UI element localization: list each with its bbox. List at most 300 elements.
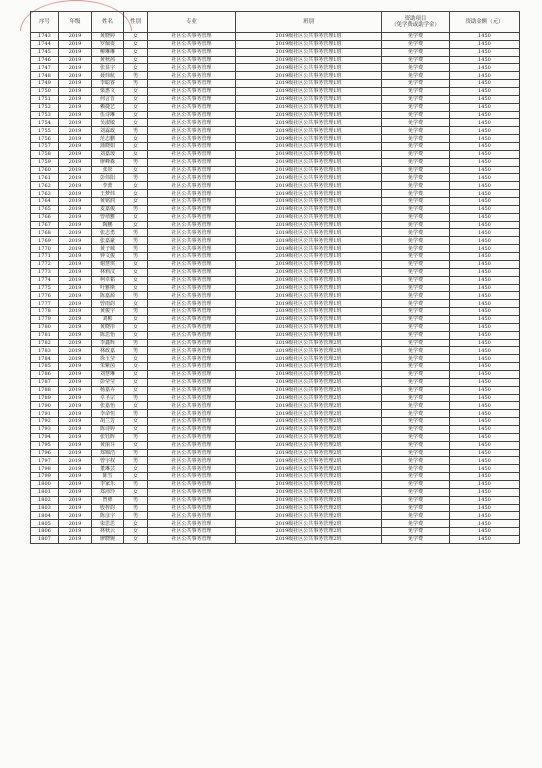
cell-amount: 1450 [450,394,520,402]
cell-name: 刘彬 [92,315,124,323]
cell-no: 1764 [31,198,59,206]
table-row [31,488,520,496]
cell-class: 2019级社区公共事务管理1班 [236,80,382,88]
table-row [31,229,520,237]
table-row [31,339,520,347]
cell-major: 社区公共事务管理 [148,528,236,536]
cell-amount: 1450 [450,205,520,213]
cell-name: 陈彦宇 [92,512,124,520]
cell-sex: 男 [124,72,148,80]
cell-class: 2019级社区公共事务管理2班 [236,536,382,544]
header-name: 姓名 [92,12,124,33]
table-row [31,315,520,323]
cell-project: 免学费 [382,339,450,347]
cell-no: 1793 [31,425,59,433]
cell-project: 免学费 [382,370,450,378]
cell-major: 社区公共事务管理 [148,300,236,308]
cell-no: 1762 [31,182,59,190]
cell-sex: 女 [124,473,148,481]
cell-class: 2019级社区公共事务管理1班 [236,48,382,56]
cell-sex: 女 [124,135,148,143]
cell-year: 2019 [59,150,92,158]
cell-no: 1795 [31,441,59,449]
cell-no: 1752 [31,103,59,111]
cell-no: 1785 [31,363,59,371]
cell-year: 2019 [59,433,92,441]
cell-sex: 男 [124,308,148,316]
table-row [31,370,520,378]
cell-class: 2019级社区公共事务管理1班 [236,64,382,72]
cell-year: 2019 [59,174,92,182]
cell-major: 社区公共事务管理 [148,80,236,88]
cell-project: 免学费 [382,221,450,229]
cell-project: 免学费 [382,198,450,206]
cell-name: 曾彝 [92,496,124,504]
table-row [31,457,520,465]
cell-sex: 男 [124,347,148,355]
cell-sex: 女 [124,40,148,48]
cell-no: 1788 [31,386,59,394]
cell-year: 2019 [59,72,92,80]
cell-sex: 女 [124,300,148,308]
table-row [31,143,520,151]
cell-year: 2019 [59,276,92,284]
cell-class: 2019级社区公共事务管理1班 [236,308,382,316]
cell-project: 免学费 [382,410,450,418]
cell-major: 社区公共事务管理 [148,457,236,465]
table-row [31,95,520,103]
cell-project: 免学费 [382,40,450,48]
cell-project: 免学费 [382,394,450,402]
cell-sex: 男 [124,410,148,418]
cell-name: 张志勇 [92,229,124,237]
cell-no: 1775 [31,284,59,292]
cell-no: 1773 [31,268,59,276]
cell-sex: 女 [124,260,148,268]
cell-major: 社区公共事务管理 [148,370,236,378]
cell-year: 2019 [59,339,92,347]
cell-class: 2019级社区公共事务管理2班 [236,378,382,386]
cell-name: 黄俊宇 [92,308,124,316]
cell-no: 1802 [31,496,59,504]
cell-major: 社区公共事务管理 [148,315,236,323]
cell-year: 2019 [59,166,92,174]
cell-year: 2019 [59,80,92,88]
cell-sex: 女 [124,221,148,229]
cell-major: 社区公共事务管理 [148,496,236,504]
cell-amount: 1450 [450,433,520,441]
cell-class: 2019级社区公共事务管理2班 [236,512,382,520]
cell-name: 胡兰芳 [92,418,124,426]
cell-major: 社区公共事务管理 [148,260,236,268]
cell-name: 廖峰森 [92,158,124,166]
table-row [31,363,520,371]
table-row [31,253,520,261]
cell-no: 1792 [31,418,59,426]
cell-sex: 女 [124,536,148,544]
cell-major: 社区公共事务管理 [148,363,236,371]
cell-class: 2019级社区公共事务管理1班 [236,198,382,206]
cell-year: 2019 [59,198,92,206]
cell-major: 社区公共事务管理 [148,433,236,441]
cell-year: 2019 [59,363,92,371]
cell-class: 2019级社区公共事务管理1班 [236,40,382,48]
cell-amount: 1450 [450,402,520,410]
cell-no: 1743 [31,33,59,41]
cell-no: 1798 [31,465,59,473]
cell-year: 2019 [59,315,92,323]
cell-sex: 女 [124,48,148,56]
cell-amount: 1450 [450,347,520,355]
table-row [31,103,520,111]
cell-major: 社区公共事务管理 [148,190,236,198]
cell-year: 2019 [59,253,92,261]
cell-name: 伍诗琳 [92,111,124,119]
cell-no: 1776 [31,292,59,300]
cell-no: 1796 [31,449,59,457]
table-row [31,402,520,410]
cell-class: 2019级社区公共事务管理1班 [236,205,382,213]
cell-amount: 1450 [450,520,520,528]
cell-amount: 1450 [450,457,520,465]
cell-major: 社区公共事务管理 [148,158,236,166]
cell-class: 2019级社区公共事务管理1班 [236,174,382,182]
cell-class: 2019级社区公共事务管理2班 [236,402,382,410]
table-row [31,198,520,206]
cell-name: 林莉汶 [92,268,124,276]
cell-sex: 男 [124,457,148,465]
table-row [31,512,520,520]
cell-name: 殷梓韵 [92,504,124,512]
cell-sex: 女 [124,520,148,528]
cell-sex: 男 [124,158,148,166]
table-row [31,308,520,316]
header-class: 班别 [236,12,382,33]
header-year: 年级 [59,12,92,33]
cell-major: 社区公共事务管理 [148,425,236,433]
cell-class: 2019级社区公共事务管理1班 [236,88,382,96]
cell-amount: 1450 [450,323,520,331]
cell-class: 2019级社区公共事务管理1班 [236,245,382,253]
cell-major: 社区公共事务管理 [148,418,236,426]
cell-name: 黄丽芬 [92,441,124,449]
cell-name: 廖晓婉 [92,536,124,544]
cell-name: 陈嘉源 [92,292,124,300]
cell-amount: 1450 [450,40,520,48]
cell-project: 免学费 [382,457,450,465]
cell-no: 1777 [31,300,59,308]
cell-major: 社区公共事务管理 [148,64,236,72]
cell-no: 1749 [31,80,59,88]
cell-no: 1767 [31,221,59,229]
cell-project: 免学费 [382,520,450,528]
cell-year: 2019 [59,48,92,56]
cell-year: 2019 [59,520,92,528]
cell-class: 2019级社区公共事务管理1班 [236,292,382,300]
table-row [31,135,520,143]
cell-class: 2019级社区公共事务管理1班 [236,213,382,221]
cell-amount: 1450 [450,284,520,292]
cell-no: 1766 [31,213,59,221]
cell-project: 免学费 [382,308,450,316]
cell-year: 2019 [59,135,92,143]
cell-amount: 1450 [450,174,520,182]
cell-year: 2019 [59,386,92,394]
table-row [31,433,520,441]
table-row [31,158,520,166]
cell-major: 社区公共事务管理 [148,119,236,127]
cell-name: 黄秋茜 [92,56,124,64]
cell-year: 2019 [59,402,92,410]
cell-name: 张嘉怡 [92,402,124,410]
table-row [31,473,520,481]
cell-amount: 1450 [450,95,520,103]
cell-name: 李命恒 [92,410,124,418]
cell-name: 谢慧琪 [92,260,124,268]
cell-no: 1781 [31,331,59,339]
cell-no: 1770 [31,245,59,253]
cell-class: 2019级社区公共事务管理2班 [236,386,382,394]
cell-no: 1803 [31,504,59,512]
cell-amount: 1450 [450,363,520,371]
cell-year: 2019 [59,64,92,72]
cell-major: 社区公共事务管理 [148,504,236,512]
cell-name: 黄晓彤 [92,323,124,331]
cell-no: 1769 [31,237,59,245]
cell-sex: 女 [124,213,148,221]
cell-class: 2019级社区公共事务管理2班 [236,394,382,402]
cell-major: 社区公共事务管理 [148,402,236,410]
cell-project: 免学费 [382,182,450,190]
table-body [31,33,520,544]
cell-sex: 女 [124,355,148,363]
cell-sex: 女 [124,276,148,284]
cell-year: 2019 [59,103,92,111]
cell-sex: 女 [124,166,148,174]
cell-project: 免学费 [382,205,450,213]
cell-project: 免学费 [382,402,450,410]
cell-class: 2019级社区公共事务管理2班 [236,363,382,371]
cell-class: 2019级社区公共事务管理2班 [236,528,382,536]
cell-project: 免学费 [382,64,450,72]
cell-year: 2019 [59,284,92,292]
cell-sex: 女 [124,363,148,371]
cell-no: 1744 [31,40,59,48]
table-row [31,292,520,300]
cell-sex: 女 [124,198,148,206]
cell-sex: 女 [124,111,148,119]
cell-sex: 女 [124,150,148,158]
cell-major: 社区公共事务管理 [148,229,236,237]
cell-class: 2019级社区公共事务管理2班 [236,433,382,441]
cell-project: 免学费 [382,465,450,473]
cell-sex: 男 [124,237,148,245]
cell-class: 2019级社区公共事务管理1班 [236,182,382,190]
cell-major: 社区公共事务管理 [148,520,236,528]
cell-year: 2019 [59,465,92,473]
cell-year: 2019 [59,213,92,221]
cell-amount: 1450 [450,504,520,512]
cell-name: 吴淑敏 [92,119,124,127]
cell-major: 社区公共事务管理 [148,512,236,520]
cell-class: 2019级社区公共事务管理1班 [236,323,382,331]
cell-major: 社区公共事务管理 [148,480,236,488]
table-row [31,276,520,284]
table-row [31,88,520,96]
cell-year: 2019 [59,480,92,488]
cell-sex: 男 [124,449,148,457]
cell-project: 免学费 [382,323,450,331]
cell-project: 免学费 [382,135,450,143]
cell-class: 2019级社区公共事务管理1班 [236,284,382,292]
cell-project: 免学费 [382,536,450,544]
cell-sex: 男 [124,480,148,488]
cell-name: 刘嘉瑗 [92,150,124,158]
cell-year: 2019 [59,355,92,363]
cell-class: 2019级社区公共事务管理1班 [236,95,382,103]
cell-class: 2019级社区公共事务管理1班 [236,300,382,308]
cell-no: 1765 [31,205,59,213]
cell-amount: 1450 [450,425,520,433]
cell-project: 免学费 [382,488,450,496]
cell-name: 林政嘉 [92,347,124,355]
cell-year: 2019 [59,488,92,496]
cell-major: 社区公共事务管理 [148,182,236,190]
table-row [31,378,520,386]
cell-project: 免学费 [382,315,450,323]
cell-amount: 1450 [450,182,520,190]
cell-amount: 1450 [450,308,520,316]
cell-year: 2019 [59,347,92,355]
cell-amount: 1450 [450,418,520,426]
cell-amount: 1450 [450,300,520,308]
cell-year: 2019 [59,331,92,339]
cell-major: 社区公共事务管理 [148,103,236,111]
cell-major: 社区公共事务管理 [148,410,236,418]
cell-year: 2019 [59,308,92,316]
cell-class: 2019级社区公共事务管理1班 [236,276,382,284]
cell-name: 罗佩委 [92,40,124,48]
cell-year: 2019 [59,292,92,300]
cell-no: 1774 [31,276,59,284]
cell-project: 免学费 [382,284,450,292]
cell-amount: 1450 [450,480,520,488]
cell-name: 范志鹏 [92,135,124,143]
cell-class: 2019级社区公共事务管理2班 [236,441,382,449]
cell-major: 社区公共事务管理 [148,331,236,339]
cell-year: 2019 [59,449,92,457]
cell-amount: 1450 [450,158,520,166]
cell-year: 2019 [59,95,92,103]
cell-class: 2019级社区公共事务管理1班 [236,111,382,119]
cell-name: 刘霖政 [92,127,124,135]
cell-class: 2019级社区公共事务管理2班 [236,488,382,496]
cell-project: 免学费 [382,245,450,253]
cell-class: 2019级社区公共事务管理1班 [236,237,382,245]
cell-amount: 1450 [450,135,520,143]
cell-class: 2019级社区公共事务管理1班 [236,33,382,41]
cell-name: 曾靖雅 [92,213,124,221]
table-row [31,33,520,41]
cell-sex: 女 [124,284,148,292]
cell-year: 2019 [59,528,92,536]
cell-name: 郑锦浩 [92,449,124,457]
cell-major: 社区公共事务管理 [148,143,236,151]
cell-name: 麦嘉俊 [92,205,124,213]
table-row [31,528,520,536]
cell-project: 免学费 [382,386,450,394]
cell-class: 2019级社区公共事务管理2班 [236,457,382,465]
table-row [31,331,520,339]
cell-amount: 1450 [450,528,520,536]
cell-amount: 1450 [450,56,520,64]
cell-sex: 女 [124,315,148,323]
cell-year: 2019 [59,229,92,237]
cell-name: 卓圣宗 [92,394,124,402]
funding-list-table [30,11,520,544]
cell-amount: 1450 [450,465,520,473]
cell-project: 免学费 [382,355,450,363]
cell-sex: 女 [124,331,148,339]
cell-no: 1746 [31,56,59,64]
cell-amount: 1450 [450,410,520,418]
cell-sex: 女 [124,378,148,386]
cell-year: 2019 [59,370,92,378]
cell-amount: 1450 [450,88,520,96]
cell-major: 社区公共事务管理 [148,536,236,544]
cell-year: 2019 [59,457,92,465]
cell-major: 社区公共事务管理 [148,127,236,135]
cell-project: 免学费 [382,72,450,80]
cell-sex: 男 [124,245,148,253]
table-row [31,260,520,268]
cell-no: 1768 [31,229,59,237]
cell-amount: 1450 [450,64,520,72]
cell-class: 2019级社区公共事务管理1班 [236,268,382,276]
cell-no: 1779 [31,315,59,323]
cell-project: 免学费 [382,190,450,198]
cell-sex: 女 [124,95,148,103]
cell-name: 柯卓韬 [92,276,124,284]
cell-no: 1759 [31,158,59,166]
cell-no: 1801 [31,488,59,496]
cell-project: 免学费 [382,111,450,119]
cell-year: 2019 [59,111,92,119]
cell-no: 1807 [31,536,59,544]
cell-project: 免学费 [382,276,450,284]
cell-major: 社区公共事务管理 [148,355,236,363]
cell-class: 2019级社区公共事务管理2班 [236,425,382,433]
cell-class: 2019级社区公共事务管理1班 [236,229,382,237]
table-row [31,347,520,355]
cell-project: 免学费 [382,378,450,386]
cell-name: 柒思思 [92,520,124,528]
cell-name: 叶雅斯 [92,284,124,292]
cell-major: 社区公共事务管理 [148,339,236,347]
cell-major: 社区公共事务管理 [148,284,236,292]
cell-no: 1760 [31,166,59,174]
cell-name: 黄铭润 [92,198,124,206]
cell-amount: 1450 [450,339,520,347]
cell-no: 1750 [31,88,59,96]
cell-no: 1791 [31,410,59,418]
table-row [31,72,520,80]
cell-no: 1772 [31,260,59,268]
cell-name: 黄晓婷 [92,33,124,41]
cell-project: 免学费 [382,119,450,127]
cell-year: 2019 [59,237,92,245]
cell-name: 王梦炜 [92,190,124,198]
